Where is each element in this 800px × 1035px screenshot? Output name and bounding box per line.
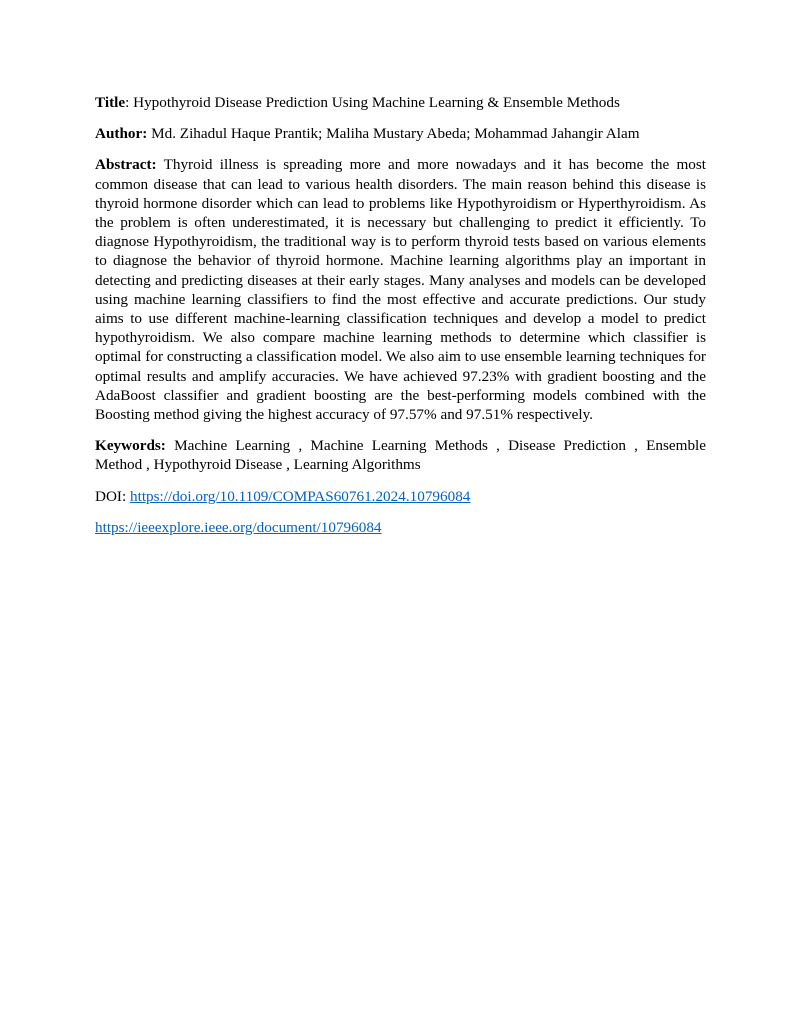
document-page	[95, 93, 706, 549]
abstract-label: Abstract:	[95, 156, 157, 174]
ieee-line	[95, 518, 706, 537]
title-label: Title	[95, 94, 126, 111]
doi-line	[95, 487, 706, 506]
doi-label: DOI:	[95, 487, 131, 505]
author-text: Md. Zihadul Haque Prantik; Maliha Mustary Abeda; Mohammad Jahangir Alam	[147, 125, 640, 143]
keywords-paragraph	[95, 436, 706, 474]
title-text: Hypothyroid Disease Prediction Using Machine Learning & Ensemble Methods	[133, 94, 620, 111]
title-separator: :	[125, 94, 134, 111]
author-label: Author:	[95, 125, 148, 143]
author-line	[95, 124, 706, 143]
title-line	[95, 93, 706, 112]
abstract-text: Thyroid illness is spreading more and more nowadays and it has become the most common disease that can lead to various health disorders. The main reason behind this disease is thyroid hormone disorder which can lead to problems like Hypothyroidism or Hyperthyroidism. As the problem is often underestimated, it is necessary but challenging to predict it efficiently. To diagnose Hypothyroidism, the traditional way is to perform thyroid tests based on various elements to diagnose the behavior of thyroid hormone. Machine learning algorithms play an important in detecting and predicting diseases at their early stages. Many analyses and models can be developed using machine learning classifiers to find the most effective and accurate predictions. Our study aims to use different machine-learning classification techniques and develop a model to predict hypothyroidism. We also compare machine learning methods to determine which classifier is optimal for constructing a classification model. We also aim to use ensemble learning techniques for optimal results and amplify accuracies. We have achieved 97.23% with gradient boosting and the AdaBoost classifier and gradient boosting are the best-performing models combined with the Boosting method giving the highest accuracy of 97.57% and 97.51% respectively.	[95, 156, 706, 424]
doi-link[interactable]: https://doi.org/10.1109/COMPAS60761.2024.10796084	[130, 487, 471, 505]
abstract-paragraph	[95, 155, 706, 424]
keywords-label: Keywords:	[95, 437, 166, 455]
ieee-link[interactable]: https://ieeexplore.ieee.org/document/10796084	[95, 518, 382, 536]
keywords-text: Machine Learning , Machine Learning Methods , Disease Prediction , Ensemble Method , Hypothyroid Disease , Learning Algorithms	[95, 437, 706, 474]
